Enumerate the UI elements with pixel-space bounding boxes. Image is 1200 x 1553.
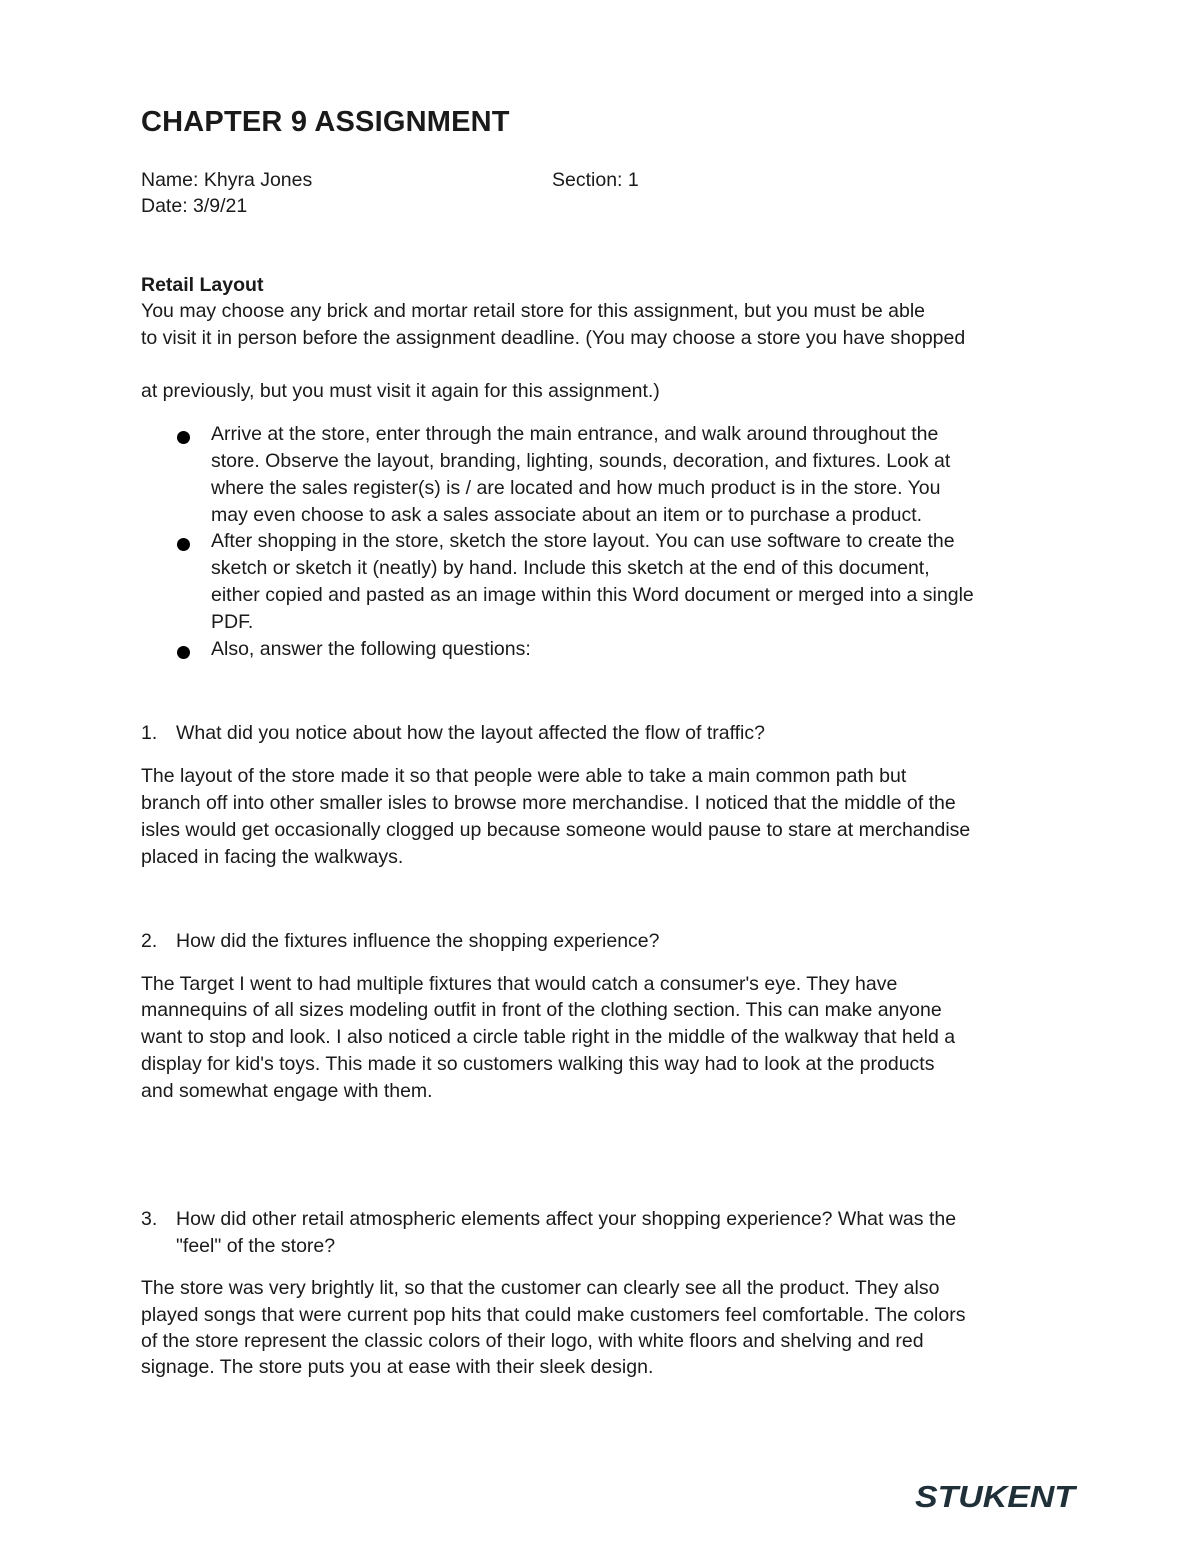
- question-number: 3.: [141, 1208, 158, 1230]
- answer-line: The Target I went to had multiple fixtures that would catch a consumer's eye. They have: [141, 973, 898, 995]
- question-text: "feel" of the store?: [176, 1235, 336, 1257]
- section-heading: Retail Layout: [141, 274, 264, 296]
- intro-line: at previously, but you must visit it again for this assignment.): [141, 380, 660, 402]
- assignment-date: Date: 3/9/21: [141, 195, 248, 217]
- bullet-line: may even choose to ask a sales associate about an item or to purchase a product.: [211, 504, 923, 526]
- svg-text:STUKENT: STUKENT: [915, 1480, 1077, 1512]
- question-number: 2.: [141, 930, 158, 952]
- answer-line: branch off into other smaller isles to browse more merchandise. I noticed that the middle of the: [141, 792, 956, 814]
- intro-line: You may choose any brick and mortar retail store for this assignment, but you must be able: [141, 300, 926, 322]
- bullet-line: either copied and pasted as an image within this Word document or merged into a single: [211, 584, 974, 606]
- answer-line: signage. The store puts you at ease with their sleek design.: [141, 1356, 654, 1378]
- stukent-logo: [915, 1480, 1077, 1517]
- section-number: Section: 1: [552, 169, 639, 191]
- student-name: Name: Khyra Jones: [141, 169, 313, 191]
- answer-line: mannequins of all sizes modeling outfit in front of the clothing section. This can make anyone: [141, 999, 942, 1021]
- answer-line: of the store represent the classic colors of their logo, with white floors and shelving and red: [141, 1330, 924, 1352]
- answer-line: and somewhat engage with them.: [141, 1080, 433, 1102]
- answer-line: placed in facing the walkways.: [141, 846, 404, 868]
- answer-line: The store was very brightly lit, so that the customer can clearly see all the product. They also: [141, 1277, 940, 1299]
- page-title: CHAPTER 9 ASSIGNMENT: [141, 106, 510, 138]
- answer-line: display for kid's toys. This made it so customers walking this way had to look at the products: [141, 1053, 935, 1075]
- bullet-icon: [177, 538, 190, 551]
- question-number: 1.: [141, 722, 158, 744]
- answer-line: isles would get occasionally clogged up because someone would pause to stare at merchandise: [141, 819, 971, 841]
- bullet-icon: [177, 431, 190, 444]
- intro-line: to visit it in person before the assignment deadline. (You may choose a store you have shopped: [141, 327, 966, 349]
- bullet-line: where the sales register(s) is / are located and how much product is in the store. You: [211, 477, 941, 499]
- bullet-line: Also, answer the following questions:: [211, 638, 531, 660]
- bullet-line: After shopping in the store, sketch the store layout. You can use software to create the: [211, 530, 955, 552]
- stukent-logo-icon: [915, 1480, 1077, 1512]
- bullet-line: store. Observe the layout, branding, lighting, sounds, decoration, and fixtures. Look at: [211, 450, 951, 472]
- question-text: What did you notice about how the layout affected the flow of traffic?: [176, 722, 765, 744]
- bullet-line: sketch or sketch it (neatly) by hand. Include this sketch at the end of this document,: [211, 557, 930, 579]
- answer-line: played songs that were current pop hits that could make customers feel comfortable. The colors: [141, 1304, 966, 1326]
- bullet-line: Arrive at the store, enter through the main entrance, and walk around throughout the: [211, 423, 939, 445]
- bullet-line: PDF.: [211, 611, 254, 633]
- answer-line: want to stop and look. I also noticed a circle table right in the middle of the walkway that held a: [141, 1026, 956, 1048]
- bullet-icon: [177, 646, 190, 659]
- question-text: How did other retail atmospheric elements affect your shopping experience? What was the: [176, 1208, 957, 1230]
- answer-line: The layout of the store made it so that people were able to take a main common path but: [141, 765, 907, 787]
- question-text: How did the fixtures influence the shopping experience?: [176, 930, 660, 952]
